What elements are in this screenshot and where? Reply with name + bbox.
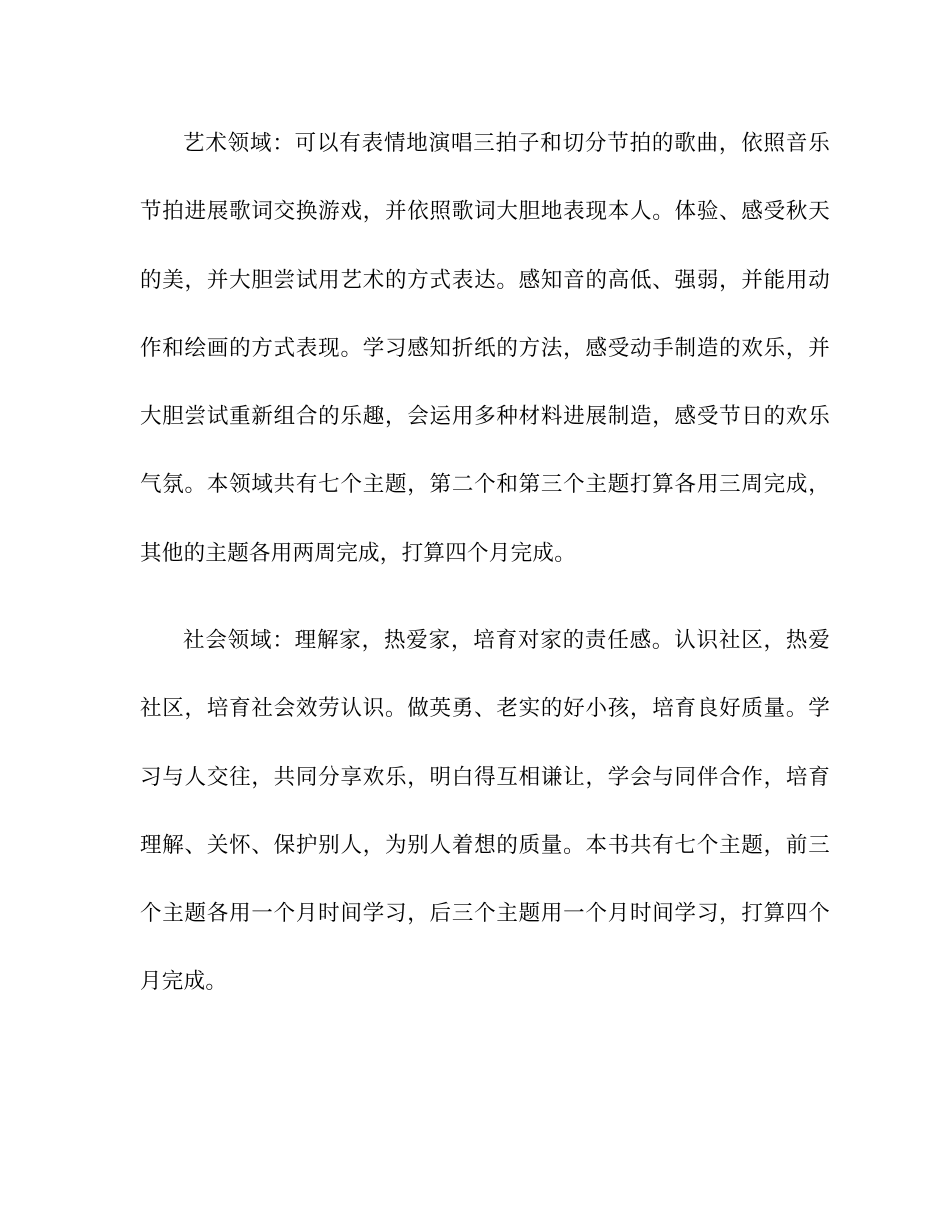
paragraph-art-domain: 艺术领域：可以有表情地演唱三拍子和切分节拍的歌曲，依照音乐节拍进展歌词交换游戏，并依照歌词大胆地表现本人。体验、感受秋天的美，并大胆尝试用艺术的方式表达。感知音的高低、强弱，并能用动作和绘画的方式表现。学习感知折纸的方法，感受动手制造的欢乐，并大胆尝试重新组合的乐趣，会运用多种材料进展制造，感受节日的欢乐气氛。本领域共有七个主题，第二个和第三个主题打算各用三周完成，其他的主题各用两周完成，打算四个月完成。 bbox=[140, 131, 830, 566]
paragraph-social-domain: 社会领域：理解家，热爱家，培育对家的责任感。认识社区，热爱社区，培育社会效劳认识。做英勇、老实的好小孩，培育良好质量。学习与人交往，共同分享欢乐，明白得互相谦让，学会与同伴合作，培育理解、关怀、保护别人，为别人着想的质量。本书共有七个主题，前三个主题各用一个月时间学习，后三个主题用一个月时间学习，打算四个月完成。 bbox=[140, 628, 830, 995]
